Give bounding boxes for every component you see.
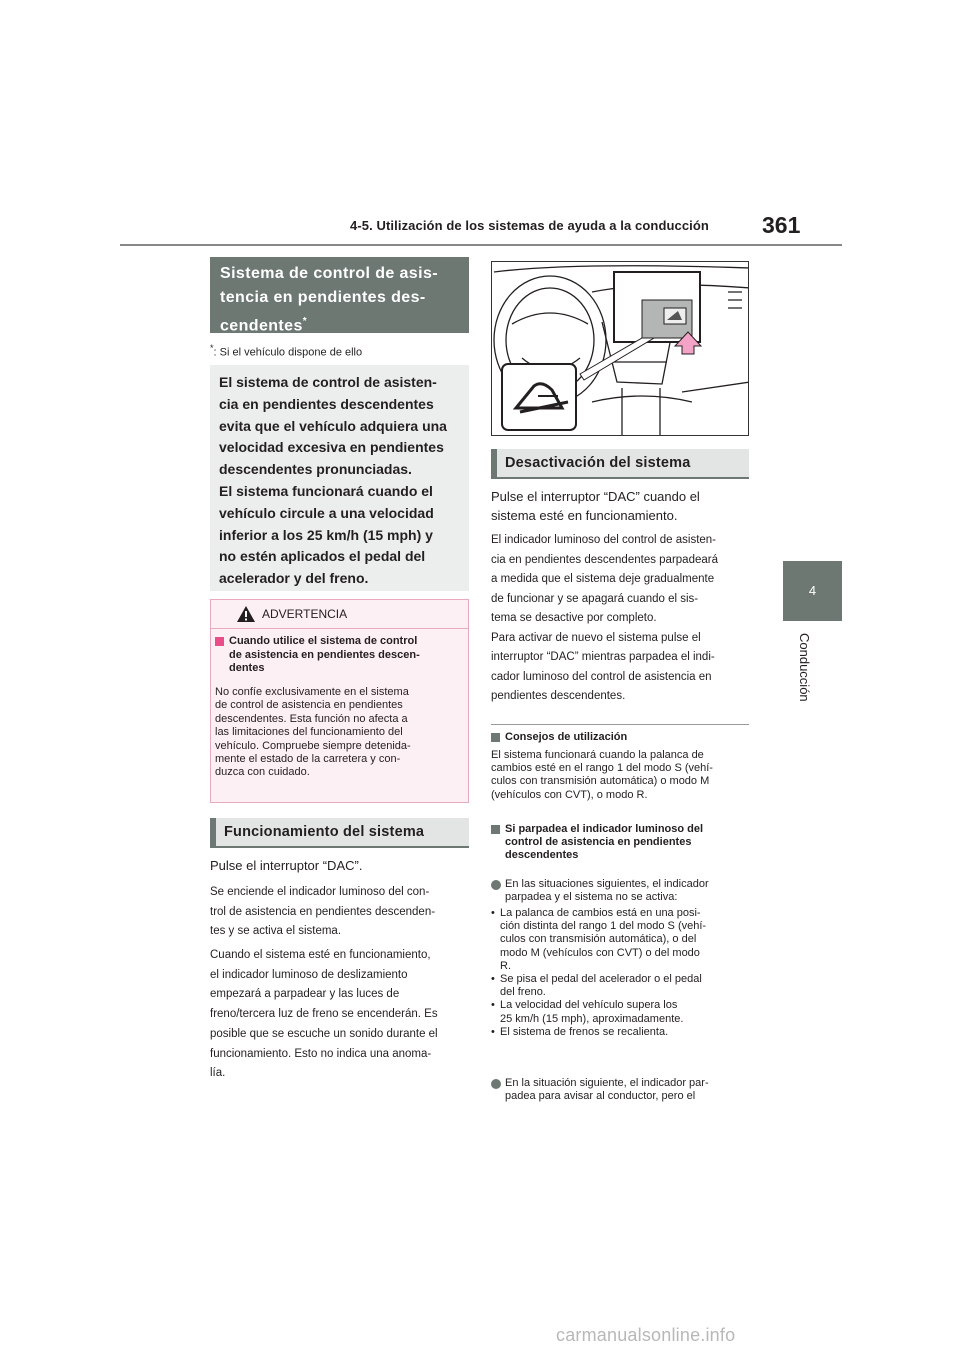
pink-square-bullet-icon <box>215 637 224 646</box>
section-heading-line: cendentes* <box>220 316 308 335</box>
dac-switch-illustration <box>491 261 749 436</box>
list-item: • Se pisa el pedal del acelerador o el pedal del freno. <box>491 973 749 999</box>
section-header-title: 4-5. Utilización de los sistemas de ayuda a la conducción <box>350 218 709 233</box>
operation-paragraph-2: Cuando el sistema esté en funcionamiento, el indicador luminoso de deslizamiento empezará a parpadear y las luces de freno/tercera luz de freno se encenderán. Es posible que se escuche un sonido durante el funcionamiento. Esto no indica una anoma- lía. <box>210 949 438 1080</box>
warning-divider <box>211 628 468 629</box>
intro-line: cia en pendientes descendentes <box>219 395 434 412</box>
intro-line: velocidad excesiva en pendientes <box>219 439 444 456</box>
gray-square-bullet-icon <box>491 733 500 742</box>
list-item: • La palanca de cambios está en una posi- ción distinta del rango 1 del modo S (vehí- culos con transmisión automática), o del modo M (vehículos con CVT) o del modo R. <box>491 907 749 973</box>
gray-square-bullet-icon <box>491 825 500 834</box>
blink-case-1: En las situaciones siguientes, el indicador parpadea y el sistema no se activa: <box>491 878 749 904</box>
intro-line: evita que el vehículo adquiera una <box>219 417 447 434</box>
warning-title: ADVERTENCIA <box>262 607 348 621</box>
tips-block <box>491 731 749 744</box>
intro-line: acelerador y del freno. <box>219 570 369 587</box>
gray-circle-bullet-icon <box>491 1079 501 1089</box>
section-heading-operation: Funcionamiento del sistema <box>210 818 469 848</box>
deactivation-paragraph: El indicador luminoso del control de asisten- cia en pendientes descendentes parpadeará a medida que el sistema deje gradualmente de funcionar y se apagará cuando el sis- tema se desactive por completo. Para activar de nuevo el sistema pulse el interruptor “DAC” mientras parpadea el indi- cador luminoso del control de asistencia en pendientes descendentes. <box>491 534 718 702</box>
watermark: carmanualsonline.info <box>556 1325 736 1345</box>
deactivation-instruction: Pulse el interruptor “DAC” cuando el sistema esté en funcionamiento. <box>491 489 700 523</box>
intro-line: vehículo circule a una velocidad <box>219 504 434 521</box>
page-number: 361 <box>762 212 801 238</box>
warning-header <box>211 600 468 628</box>
blink-case-2: En la situación siguiente, el indicador par- padea para avisar al conductor, pero el <box>491 1077 749 1103</box>
intro-line: El sistema funcionará cuando el <box>219 482 433 499</box>
footnote-marker: * <box>302 316 308 327</box>
intro-summary-box <box>210 365 469 591</box>
tips-title: Consejos de utilización <box>505 731 628 743</box>
blink-case-1-bullets <box>491 907 749 1039</box>
footnote: *: Si el vehículo dispone de ello <box>210 343 363 359</box>
tips-divider <box>491 724 749 725</box>
list-item: • La velocidad del vehículo supera los 25 km/h (15 mph), aproximadamente. <box>491 999 749 1025</box>
warning-body: No confíe exclusivamente en el sistema de control de asistencia en pendientes descendentes. Esta función no afecta a las limitaciones del funcionamiento del vehículo. Compruebe siempre detenida- mente el estado de la carretera y con- duzca con cuidado. <box>215 686 411 779</box>
tips-body: El sistema funcionará cuando la palanca de cambios esté en el rango 1 del modo S (vehí- culos con transmisión automática) o modo M (vehículos con CVT), o modo R. <box>491 749 713 801</box>
intro-line: inferior a los 25 km/h (15 mph) y <box>219 526 433 543</box>
dashboard-drawing <box>492 262 749 436</box>
warning-triangle-icon <box>236 605 256 623</box>
section-heading-line: Sistema de control de asis- <box>220 265 438 282</box>
section-heading-line: tencia en pendientes des- <box>220 289 426 306</box>
section-heading-dac <box>210 257 469 333</box>
blink-title-block: Si parpadea el indicador luminoso del control de asistencia en pendientes descendentes <box>491 823 749 863</box>
intro-line: descendentes pronunciadas. <box>219 461 412 478</box>
header-divider <box>120 244 842 246</box>
warning-item-title: Cuando utilice el sistema de control de asistencia en pendientes descen- dentes <box>215 635 461 676</box>
chapter-tab-label-text: Conducción <box>797 633 812 702</box>
list-item: • El sistema de frenos se recalienta. <box>491 1026 749 1039</box>
warning-box <box>210 599 469 803</box>
chapter-tab-number: 4 <box>783 561 842 621</box>
intro-line: El sistema de control de asisten- <box>219 374 437 390</box>
operation-paragraph-1: Se enciende el indicador luminoso del con- trol de asistencia en pendientes descenden- tes y se activa el sistema. <box>210 886 436 938</box>
section-heading-deactivation: Desactivación del sistema <box>491 449 749 479</box>
intro-line: no estén aplicados el pedal del <box>219 548 426 565</box>
operation-instruction: Pulse el interruptor “DAC”. <box>210 858 363 873</box>
chapter-tab-label <box>776 633 848 723</box>
gray-circle-bullet-icon <box>491 880 501 890</box>
